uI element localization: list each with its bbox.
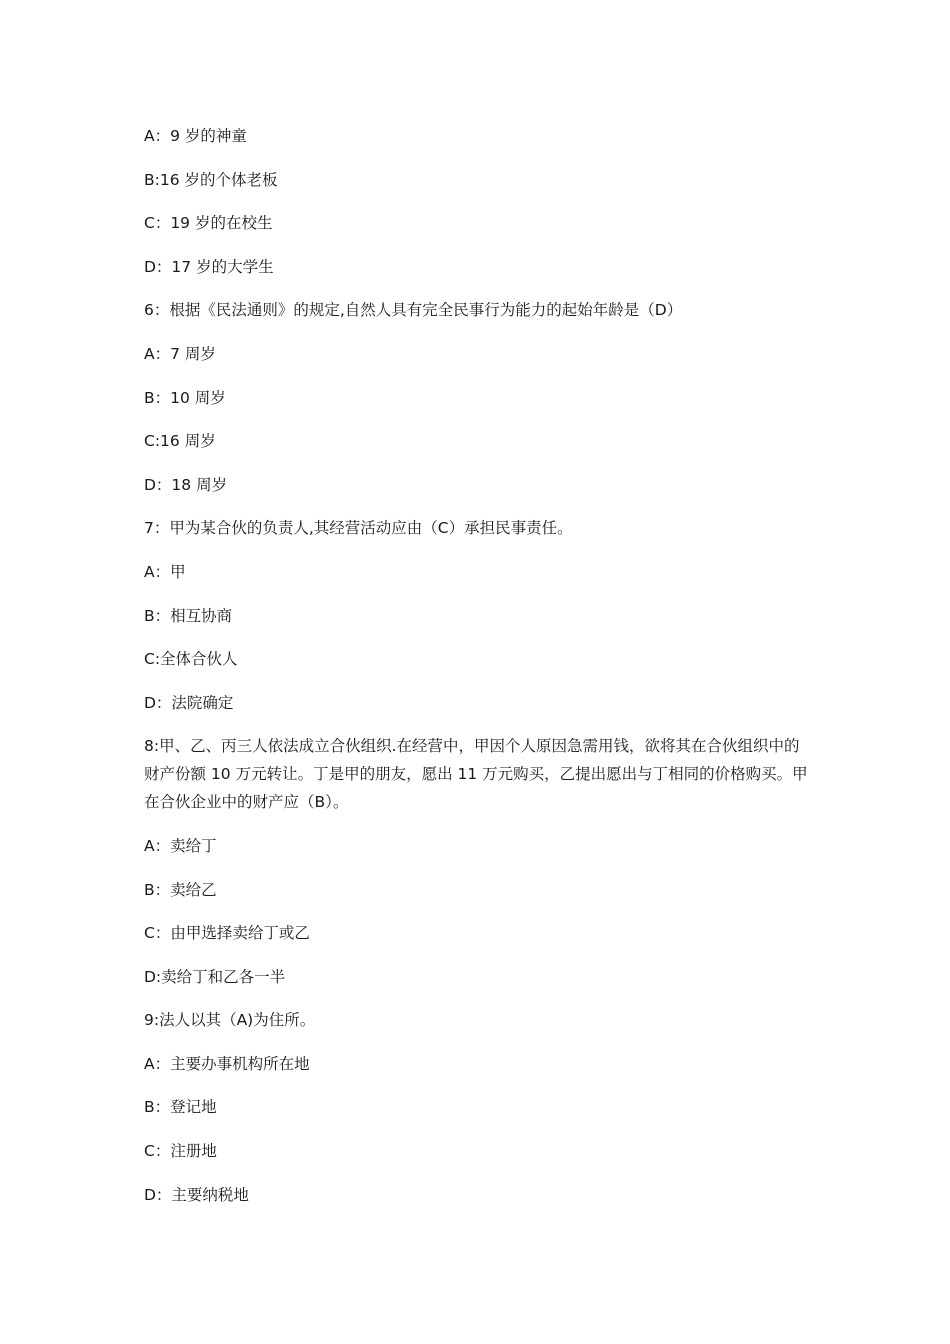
q6-option-c: C:16 周岁 (144, 432, 216, 451)
q9-option-d: D：主要纳税地 (144, 1185, 249, 1204)
q6-option-a: A：7 周岁 (144, 344, 216, 363)
q8-option-d: D:卖给丁和乙各一半 (144, 967, 286, 986)
q5-option-c: C：19 岁的在校生 (144, 214, 273, 233)
q9-option-a: A：主要办事机构所在地 (144, 1054, 310, 1073)
q9-option-c: C：注册地 (144, 1142, 217, 1161)
q9-option-b: B：登记地 (144, 1098, 217, 1117)
q5-option-a: A：9 岁的神童 (144, 127, 247, 145)
q8-option-c: C：由甲选择卖给丁或乙 (144, 924, 310, 943)
q5-option-d: D：17 岁的大学生 (144, 257, 274, 276)
q7-question: 7：甲为某合伙的负责人,其经营活动应由（C）承担民事责任。 (144, 519, 573, 538)
q7-option-a: A：甲 (144, 562, 186, 581)
q8-option-a: A：卖给丁 (144, 836, 217, 855)
q7-option-d: D：法院确定 (144, 693, 234, 712)
q7-option-b: B：相互协商 (144, 606, 233, 625)
q5-option-b: B:16 岁的个体老板 (144, 170, 278, 189)
q8-option-b: B：卖给乙 (144, 880, 217, 899)
q6-option-d: D：18 周岁 (144, 475, 228, 494)
q6-option-b: B：10 周岁 (144, 388, 226, 407)
q8-question: 8:甲、乙、丙三人依法成立合伙组织.在经营中，甲因个人原因急需用钱，欲将其在合伙组织中的财产份额 10 万元转让。丁是甲的朋友，愿出 11 万元购买，乙提出愿出与丁相同的价格购买。甲在合伙企业中的财产应（B）。 (144, 737, 808, 812)
q9-question: 9:法人以其（A)为住所。 (144, 1011, 316, 1030)
q7-option-c: C:全体合伙人 (144, 650, 238, 669)
q6-question: 6：根据《民法通则》的规定,自然人具有完全民事行为能力的起始年龄是（D） (144, 301, 683, 320)
document-body (144, 122, 812, 1224)
